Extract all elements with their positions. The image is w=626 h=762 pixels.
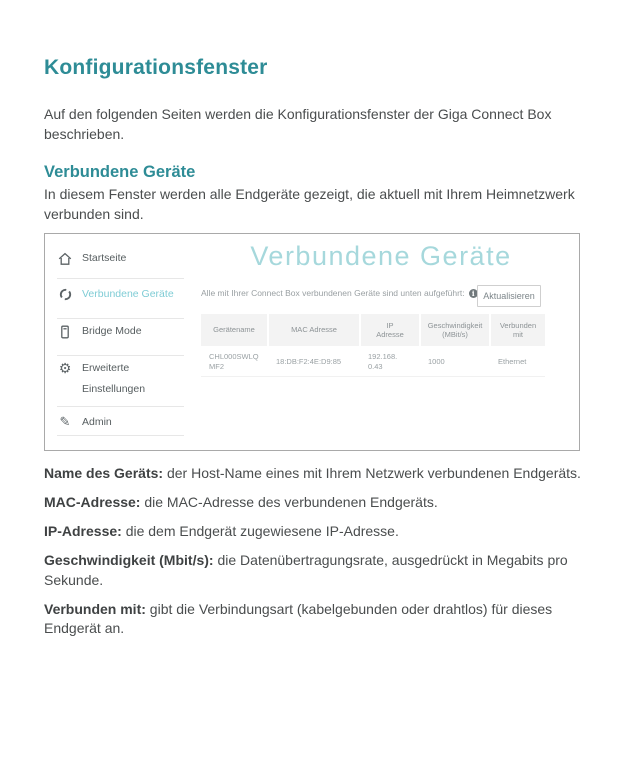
connected-devices-table <box>201 314 545 377</box>
definition-text: die dem Endgerät zugewiesene IP-Adresse. <box>125 523 399 539</box>
cell-geraetename: CHL000SWLQ MF2 <box>201 347 268 376</box>
definition-term: IP-Adresse: <box>44 523 122 539</box>
definition-name-des-geraets <box>44 464 584 484</box>
sidebar-divider <box>57 355 184 356</box>
refresh-button[interactable]: Aktualisieren <box>477 285 541 307</box>
col-header-ip-adresse: IP Adresse <box>360 314 420 347</box>
definition-geschwindigkeit <box>44 551 584 590</box>
sidebar-item-label: Startseite <box>82 252 127 264</box>
info-icon[interactable]: i <box>469 289 478 298</box>
definition-term: Verbunden mit: <box>44 600 146 617</box>
table-header-row <box>201 314 545 347</box>
sidebar-item-verbundene-geraete[interactable] <box>57 284 174 305</box>
col-header-geschwindigkeit: Geschwindigkeit (MBit/s) <box>420 314 490 347</box>
section-title: Verbundene Geräte <box>44 163 196 181</box>
cell-verbunden-mit: Ethernet <box>490 347 545 376</box>
cell-mac-adresse: 18:DB:F2:4E:D9:85 <box>268 347 360 376</box>
col-header-geraetename: Gerätename <box>201 314 268 347</box>
sidebar-item-admin[interactable] <box>57 412 112 433</box>
cell-geschwindigkeit: 1000 <box>420 347 490 376</box>
note-text: Alle mit Ihrer Connect Box verbundenen Geräte sind unten aufgeführt: <box>201 288 465 298</box>
definition-text: die MAC-Adresse des verbundenen Endgeräts. <box>144 494 438 510</box>
panel-title: Verbundene Geräte <box>250 241 512 271</box>
sidebar-divider <box>57 278 184 279</box>
sidebar-item-bridge-mode[interactable] <box>57 321 142 342</box>
cell-ip-adresse: 192.168.0.43 <box>360 347 420 376</box>
definition-text: gibt die Verbindungsart (kabelgebunden oder drahtlos) für dieses Endgerät an. <box>44 600 553 636</box>
col-header-mac-adresse: MAC Adresse <box>268 314 360 347</box>
intro-paragraph: Auf den folgenden Seiten werden die Konfigurationsfenster der Giga Connect Box beschrieben. <box>44 106 552 142</box>
sidebar-item-label: Bridge Mode <box>82 325 142 337</box>
sidebar-divider <box>57 406 184 407</box>
col-header-verbunden-mit: Verbunden mit <box>490 314 545 347</box>
definition-ip-adresse <box>44 522 584 542</box>
definition-term: Name des Geräts: <box>44 465 164 481</box>
definition-term: MAC-Adresse: <box>44 494 141 510</box>
sidebar-item-erweiterte-einstellungen[interactable] <box>57 358 154 400</box>
section-paragraph: In diesem Fenster werden alle Endgeräte gezeigt, die aktuell mit Ihrem Heimnetzwerk verbunden sind. <box>44 186 575 222</box>
sidebar-divider <box>57 435 184 436</box>
sidebar-item-label: Erweiterte Einstellungen <box>82 362 146 395</box>
device-list-note <box>201 288 478 298</box>
table-row <box>201 347 545 376</box>
gear-icon <box>57 361 73 377</box>
definition-text: die Datenübertragungsrate, ausgedrückt in Megabits pro Sekunde. <box>44 552 568 588</box>
home-icon <box>57 251 73 267</box>
router-ui-main-panel <box>201 234 579 450</box>
router-ui-screenshot <box>44 233 580 451</box>
sync-icon <box>57 287 73 303</box>
definition-verbunden-mit <box>44 600 584 639</box>
modem-icon <box>57 324 73 340</box>
definition-text: der Host-Name eines mit Ihrem Netzwerk verbundenen Endgeräts. <box>166 465 581 481</box>
manual-page <box>44 56 584 648</box>
definitions-list <box>44 464 584 639</box>
sidebar-item-label: Admin <box>82 416 112 428</box>
sidebar-divider <box>57 318 184 319</box>
sidebar-item-startseite[interactable] <box>57 248 126 269</box>
pencil-icon <box>57 415 73 431</box>
sidebar-item-label: Verbundene Geräte <box>82 288 174 300</box>
definition-term: Geschwindigkeit (Mbit/s): <box>44 552 214 568</box>
definition-mac-adresse <box>44 493 584 513</box>
page-title: Konfigurationsfenster <box>44 56 268 79</box>
